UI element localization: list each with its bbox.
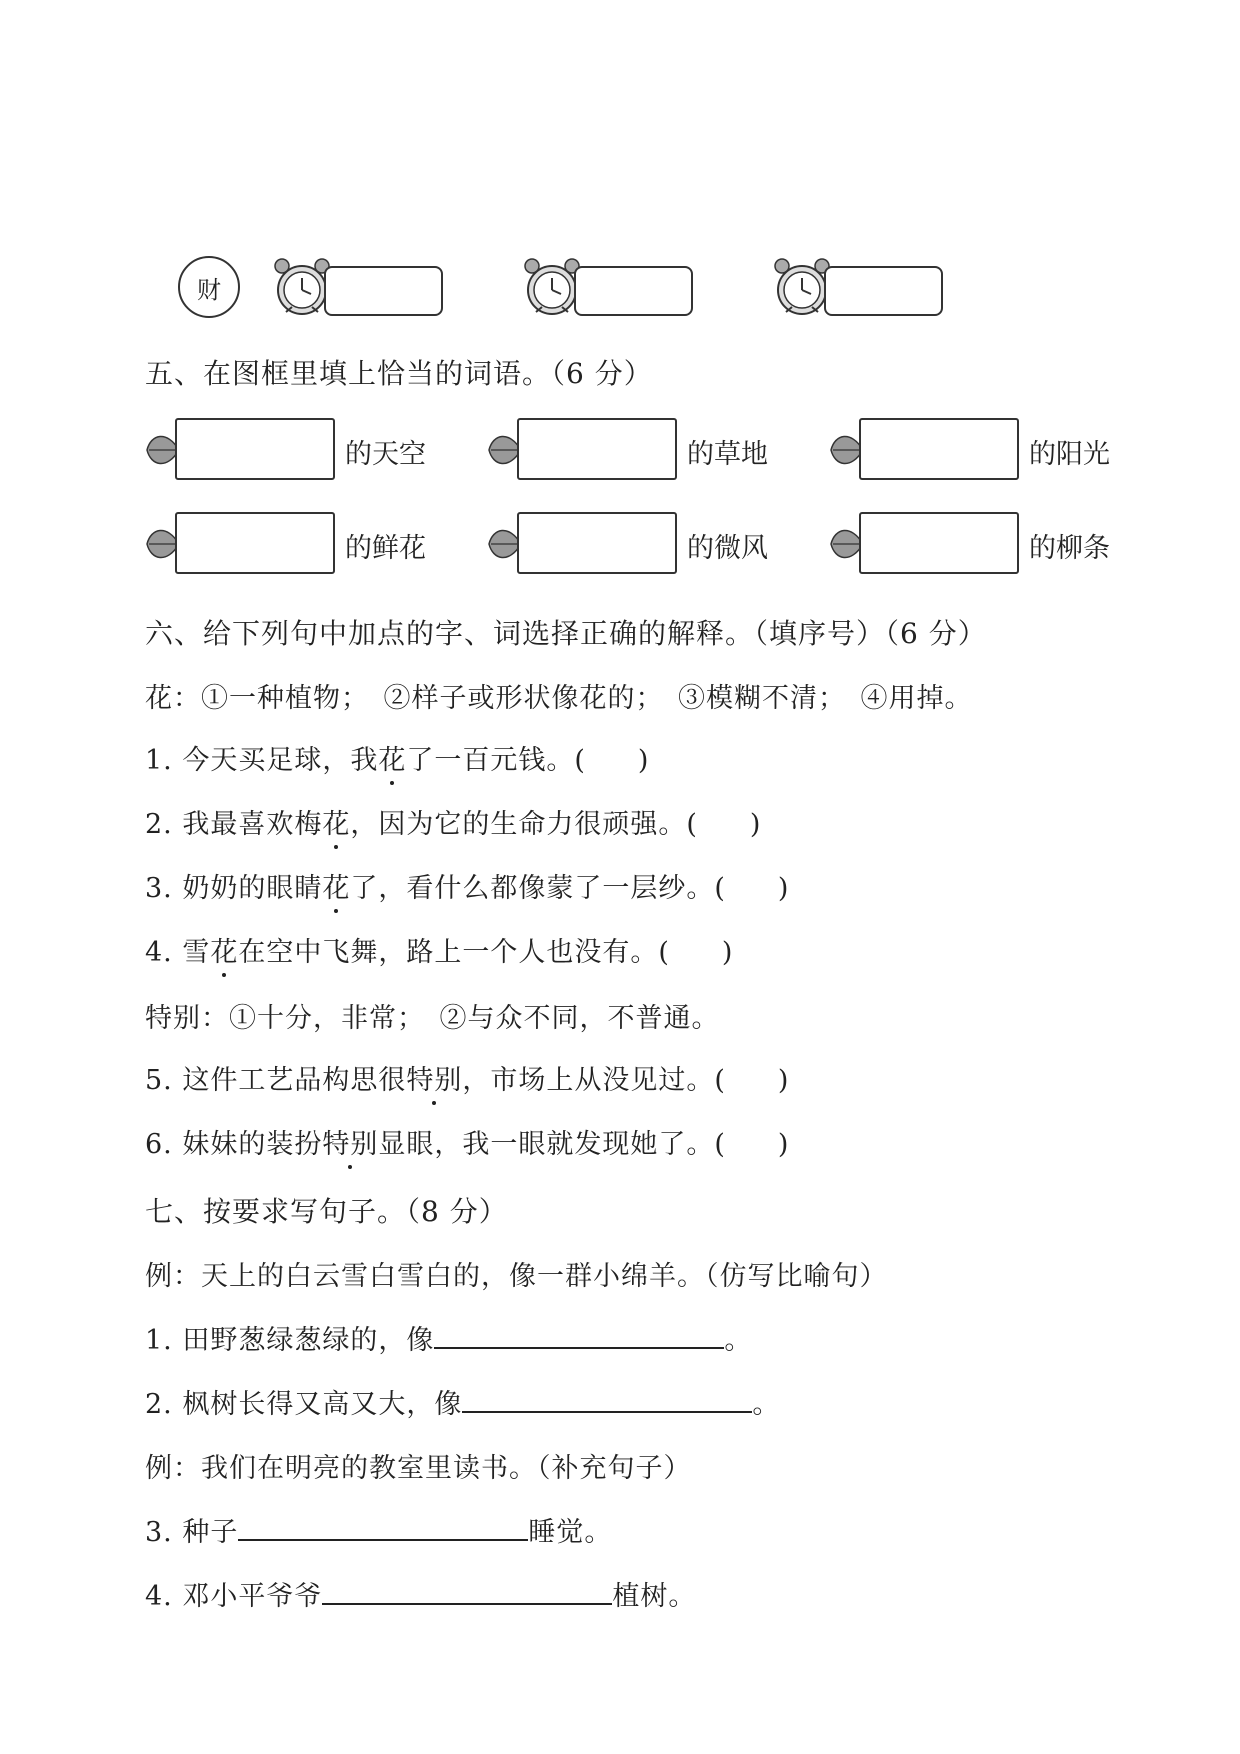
dotted-word: 特别 xyxy=(322,1122,378,1161)
clock-answer-3 xyxy=(772,252,947,322)
alarm-clock-icon xyxy=(272,252,332,322)
clock-answer-box[interactable] xyxy=(824,266,943,316)
leaf-suffix: 的阳光 xyxy=(1029,439,1110,470)
q-post: 在空中飞舞，路上一个人也没有。( xyxy=(238,937,670,968)
character-circle xyxy=(178,256,240,318)
question-6-6 xyxy=(145,1122,789,1161)
q-close: ) xyxy=(777,1129,790,1160)
question-6-5 xyxy=(145,1058,789,1097)
q-post: 。 xyxy=(752,1389,781,1420)
clock-answer-2 xyxy=(522,252,697,322)
definition-hua: 花：①一种植物； ②样子或形状像花的； ③模糊不清； ④用掉。 xyxy=(145,683,973,714)
q-pre: 5. 这件工艺品构思很 xyxy=(145,1065,407,1096)
answer-box[interactable] xyxy=(517,512,677,574)
clock-answer-box[interactable] xyxy=(574,266,693,316)
answer-blank[interactable] xyxy=(462,1385,752,1413)
question-6-2 xyxy=(145,802,761,841)
leaf-suffix: 的柳条 xyxy=(1029,533,1110,564)
q-post: ，市场上从没见过。( xyxy=(462,1065,726,1096)
question-7-2 xyxy=(145,1382,780,1421)
leaf-suffix: 的鲜花 xyxy=(345,533,426,564)
leaf-item-6 xyxy=(829,512,1159,578)
q-close: ) xyxy=(777,1065,790,1096)
question-6-4 xyxy=(145,930,733,969)
q-pre: 2. 我最喜欢梅 xyxy=(145,809,323,840)
q-post: 植树。 xyxy=(612,1581,697,1612)
q-post: 显眼，我一眼就发现她了。( xyxy=(378,1129,726,1160)
q-post: 了一百元钱。( xyxy=(406,745,586,776)
q-pre: 4. 雪 xyxy=(145,937,211,968)
question-7-4 xyxy=(145,1574,696,1613)
alarm-clock-icon xyxy=(772,252,832,322)
example-2: 例：我们在明亮的教室里读书。（补充句子） xyxy=(145,1453,692,1484)
answer-blank[interactable] xyxy=(434,1321,724,1349)
section5-heading: 五、在图框里填上恰当的词语。（6 分） xyxy=(145,357,653,390)
q-post: 。 xyxy=(724,1325,753,1356)
answer-box[interactable] xyxy=(859,512,1019,574)
clock-answer-box[interactable] xyxy=(324,266,443,316)
dotted-word: 特别 xyxy=(406,1058,462,1097)
answer-box[interactable] xyxy=(859,418,1019,480)
leaf-item-1 xyxy=(145,418,475,484)
answer-blank[interactable] xyxy=(322,1577,612,1605)
q-pre: 2. 枫树长得又高又大，像 xyxy=(145,1389,463,1420)
question-7-3 xyxy=(145,1510,612,1549)
q-post: ，因为它的生命力很顽强。( xyxy=(350,809,698,840)
q-close: ) xyxy=(637,745,650,776)
question-6-3 xyxy=(145,866,789,905)
alarm-clock-icon xyxy=(522,252,582,322)
question-7-1 xyxy=(145,1318,752,1357)
dotted-word: 花 xyxy=(210,930,238,969)
leaf-item-2 xyxy=(487,418,817,484)
q-close: ) xyxy=(721,937,734,968)
dotted-word: 花 xyxy=(322,866,350,905)
q-post: 了，看什么都像蒙了一层纱。( xyxy=(350,873,726,904)
q-pre: 3. 奶奶的眼睛 xyxy=(145,873,323,904)
leaf-suffix: 的草地 xyxy=(687,439,768,470)
q-close: ) xyxy=(749,809,762,840)
leaf-item-5 xyxy=(487,512,817,578)
q-pre: 1. 今天买足球，我 xyxy=(145,745,379,776)
answer-box[interactable] xyxy=(175,418,335,480)
leaf-item-4 xyxy=(145,512,475,578)
clock-answer-1 xyxy=(272,252,447,322)
answer-blank[interactable] xyxy=(238,1513,528,1541)
q-pre: 3. 种子 xyxy=(145,1517,239,1548)
leaf-suffix: 的微风 xyxy=(687,533,768,564)
q-pre: 6. 妹妹的装扮 xyxy=(145,1129,323,1160)
dotted-word: 花 xyxy=(378,738,406,777)
question-6-1 xyxy=(145,738,649,777)
section6-heading: 六、给下列句中加点的字、词选择正确的解释。（填序号）（6 分） xyxy=(145,617,987,650)
leaf-item-3 xyxy=(829,418,1159,484)
leaf-suffix: 的天空 xyxy=(345,439,426,470)
answer-box[interactable] xyxy=(517,418,677,480)
q-post: 睡觉。 xyxy=(528,1517,613,1548)
q-pre: 1. 田野葱绿葱绿的，像 xyxy=(145,1325,435,1356)
answer-box[interactable] xyxy=(175,512,335,574)
definition-tebie: 特别：①十分，非常； ②与众不同，不普通。 xyxy=(145,1003,720,1034)
q-close: ) xyxy=(777,873,790,904)
dotted-word: 花 xyxy=(322,802,350,841)
circle-char: 财 xyxy=(197,275,221,304)
section7-heading: 七、按要求写句子。（8 分） xyxy=(145,1195,508,1228)
q-pre: 4. 邓小平爷爷 xyxy=(145,1581,323,1612)
example-1: 例：天上的白云雪白雪白的，像一群小绵羊。（仿写比喻句） xyxy=(145,1261,888,1292)
